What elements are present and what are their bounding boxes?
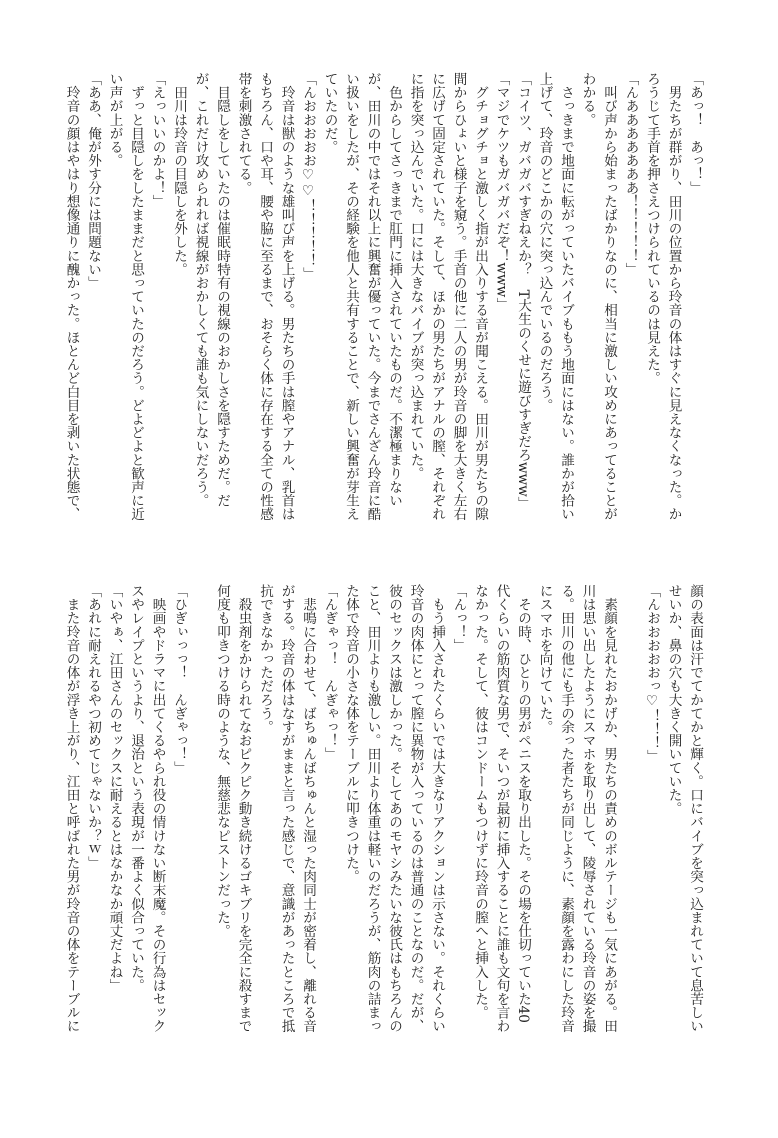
text-line: グチョグチョと激しく指が出入りする音が聞こえる。田川が男たちの隙 [472, 72, 488, 521]
text-line: 「ひぎぃっっ！ んぎゃっ！」 [171, 584, 187, 775]
text-line: 映画やドラマに出てくるやられ役の情けない断末魔。その行為はセック [149, 584, 166, 1033]
text-line: 素顔を見れたおかげか、男たちの責めのボルテージも一気にあがる。田 [601, 584, 617, 1033]
text-line: 「んぎゃっ！ んぎゃっ！」 [321, 584, 338, 761]
text-line: 「いやぁ、江田さんのセックスに耐えるとはなかなか頑丈だよね」 [106, 584, 123, 992]
text-line: 悲鳴に合わせて、ばちゅんばちゅんと湿った肉同士が密着し、離れる音 [300, 584, 316, 1033]
text-line: 「んおおおおおっ♡！！！」 [644, 584, 660, 764]
text-line: がする。玲音の体はなすがままと言った感じで、意識があったところで抵 [278, 584, 295, 1033]
text-line: スやレイプというより、退治という表現が一番よく似合っていた。 [128, 584, 144, 992]
text-line: ずっと目隠しをしたままだと思っていたのだろう。どよどよと歓声に近 [128, 72, 144, 521]
text-block-top [59, 72, 705, 552]
text-line: もう挿入されたくらいでは大きなリアクションは示さない。それくらい [429, 584, 445, 1033]
text-line: にスマホを向けていた。 [536, 584, 553, 734]
text-line: 抗できなかっただろう。 [257, 584, 273, 734]
text-line: 殺虫剤をかけられてなおピクピク動き続けるゴキブリを完全に殺すまで [235, 584, 252, 1033]
text-line: さっきまで地面に転がっていたバイブももう地面にはない。誰かが拾い [558, 72, 574, 521]
text-line: 顔の表面は汗でてかてかと輝く。口にバイブを突っ込まれていて息苦しい [687, 584, 703, 1033]
text-line: なかった。そして、彼はコンドームもつけずに玲音の膣へと挿入した。 [472, 584, 488, 1020]
text-line: こと、田川よりも激しい。田川より体重は軽いのだろうが、筋肉の詰まっ [364, 584, 381, 1033]
text-line: もちろん、口や耳、腰や脇に至るまで、おそらく体に存在する全ての性感 [257, 72, 273, 521]
text-line: た体で玲音の小さな体をテーブルに叩きつけた。 [343, 584, 359, 884]
text-line: い扱いをしたが、その経験を他人と共有することで、新しい興奮が芽生え [343, 72, 359, 521]
text-line: 玲音の肉体にとって膣に異物が入っているのは普通のことなのだ。だが、 [407, 584, 424, 1033]
text-line: ろうじて手首を押さえつけられているのは見えた。 [644, 72, 660, 385]
text-line: 男たちが群がり、田川の位置から玲音の体はすぐに見えなくなった。か [665, 72, 682, 521]
text-line: 「マジでケツもガバガバだぞ！www」 [493, 72, 510, 311]
text-line: せいか、鼻の穴も大きく開いていた。 [665, 584, 682, 816]
text-line: 代くらいの筋肉質な男で、そいつが最初に挿入することに誰も文句を言わ [493, 584, 510, 1033]
text-line: 「あっ！ あっ！」 [687, 72, 703, 195]
text-line: わかる。 [579, 72, 596, 127]
text-line: に広げて固定されていた。そして、ほかの男たちがアナルの膣、それぞれ [429, 72, 445, 521]
text-line: 「コイツ、ガバガバすぎねえか？ T大生のくせに遊びすぎだろwww」 [515, 72, 531, 511]
text-line: また玲音の体が浮き上がり、江田と呼ばれた男が玲音の体をテーブルに [63, 584, 80, 1033]
text-line: 上げて、玲音のどこかの穴に突っ込んでいるのだろう。 [536, 72, 553, 412]
text-line: ていたのだ。 [321, 72, 338, 154]
text-line [619, 584, 641, 1064]
text-line: 色からしてさっきまで肛門に挿入されていたものだ。不潔極まりない [386, 72, 402, 508]
text-line: 田川は玲音の目隠しを外した。 [171, 72, 187, 276]
text-line: 「んあああああああ！！！！！」 [622, 72, 639, 276]
text-line: が、これだけ攻められれば視線がおかしくても誰も気にしないだろう。 [192, 72, 209, 508]
text-line: 間からひょいと様子を窺う。手首の他に二人の男が玲音の脚を大きく左右 [450, 72, 467, 521]
text-line: その時、ひとりの男がペニスを取り出した。その場を仕切っていた40 [515, 584, 531, 1023]
text-line: が、田川の中ではそれ以上に興奮が優っていた。今までさんざん玲音に酷 [364, 72, 381, 521]
text-line: に指を突っ込んでいた。口には大きなバイブが突っ込まれていた。 [407, 72, 424, 480]
text-line: 「えっいいのかよ！」 [149, 72, 166, 208]
text-line: 何度も叩きつける時のような、無慈悲なピストンだった。 [214, 584, 230, 938]
text-line: 川は思い出したようにスマホを取り出して、陵辱されている玲音の姿を撮 [579, 584, 596, 1033]
text-line: 「ああ、俺が外す分には問題ない」 [85, 72, 101, 290]
text-line: 玲音は獣のような雄叫び声を上げる。男たちの手は膣やアナル、乳首は [278, 72, 295, 521]
text-line: 「んおおおおお♡♡！！！！！」 [300, 72, 316, 281]
text-block-bottom [59, 584, 705, 1064]
text-line: い声が上がる。 [106, 72, 123, 168]
text-line: 「あれに耐えれるやつ初めてじゃないか？ｗ」 [85, 584, 101, 870]
text-line: 玲音の顔はやはり想像通りに醜かった。ほとんど白目を剥いた状態で、 [63, 72, 80, 521]
text-line: 彼のセックスは激しかった。そしてあのモヤシみたいな彼氏はもちろんの [386, 584, 402, 1033]
text-line: 叫び声から始まったばかりなのに、相当に激しい攻めにあってることが [601, 72, 617, 521]
text-line: 「んっ！」 [450, 584, 467, 652]
text-line: る。田川の他にも手の余った者たちが同じように、素顔を露わにした玲音 [558, 584, 574, 1033]
text-line: 目隠しをしていたのは催眠時特有の視線のおかしさを隠すためだ。だ [214, 72, 230, 508]
text-line: 帯を刺激されてる。 [235, 72, 252, 195]
text-line [189, 584, 211, 1064]
